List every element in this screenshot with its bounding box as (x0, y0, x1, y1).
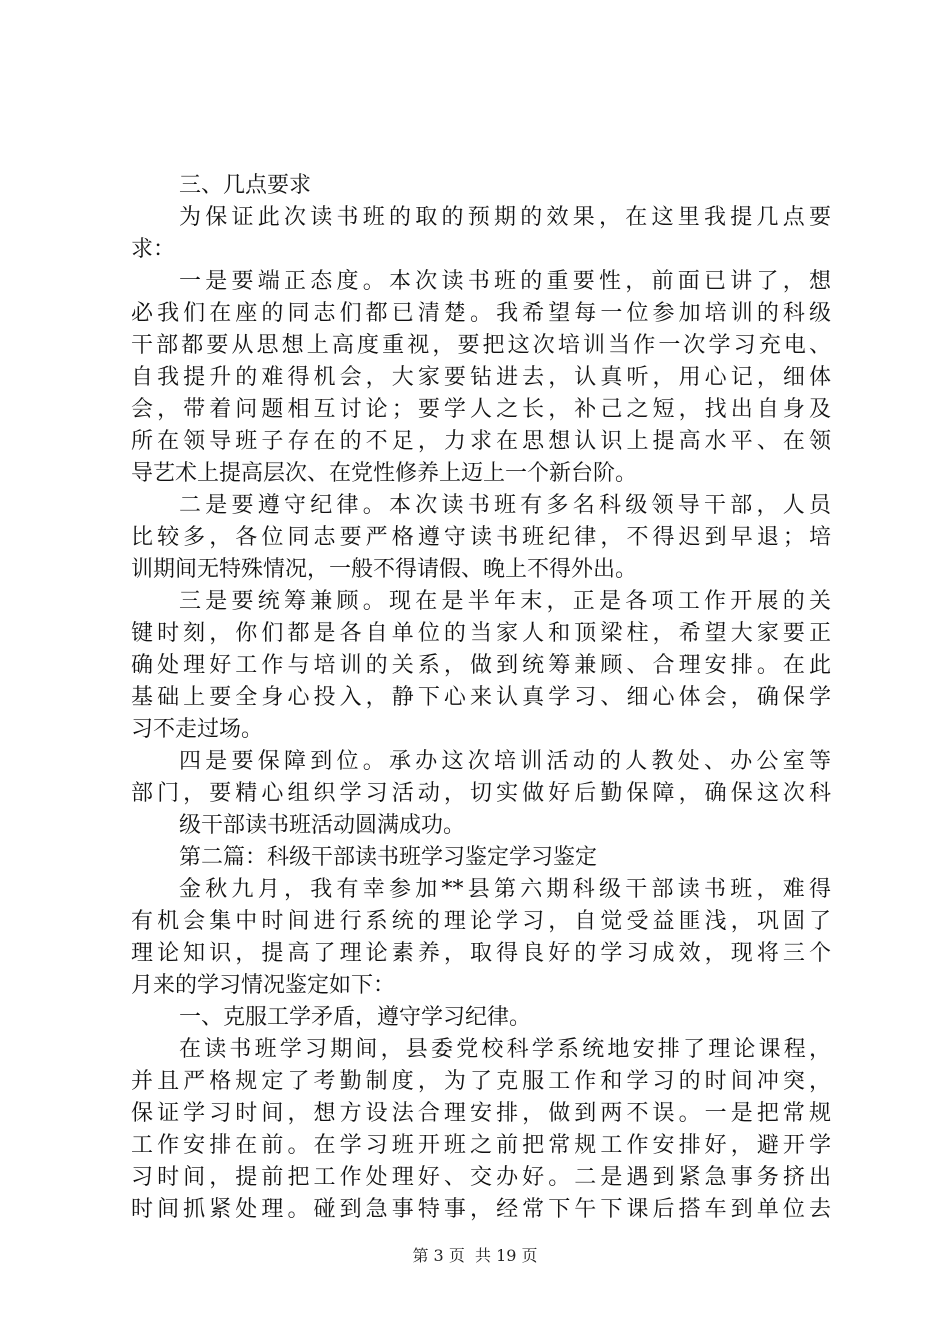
chapter-heading: 第二篇：科级干部读书班学习鉴定学习鉴定 (179, 845, 598, 870)
paragraph-line: 比较多，各位同志要严格遵守读书班纪律，不得迟到早退；培 (131, 525, 831, 550)
paragraph-line: 三是要统筹兼顾。现在是半年末，正是各项工作开展的关 (179, 589, 831, 614)
paragraph-line: 月来的学习情况鉴定如下： (131, 973, 396, 998)
paragraph-line: 级干部读书班活动圆满成功。 (179, 813, 466, 838)
paragraph-line: 基础上要全身心投入，静下心来认真学习、细心体会，确保学 (131, 685, 831, 710)
paragraph-line: 会，带着问题相互讨论；要学人之长，补己之短，找出自身及 (131, 397, 831, 422)
paragraph-line: 在读书班学习期间，县委党校科学系统地安排了理论课程， (179, 1037, 831, 1062)
section-heading: 三、几点要求 (179, 173, 312, 198)
paragraph-line: 求： (131, 237, 176, 262)
paragraph-line: 部门，要精心组织学习活动，切实做好后勤保障，确保这次科 (131, 781, 831, 806)
paragraph-line: 理论知识，提高了理论素养，取得良好的学习成效，现将三个 (131, 941, 831, 966)
paragraph-line: 键时刻，你们都是各自单位的当家人和顶梁柱，希望大家要正 (131, 621, 831, 646)
paragraph-line: 训期间无特殊情况，一般不得请假、晚上不得外出。 (131, 557, 638, 582)
paragraph-line: 必我们在座的同志们都已清楚。我希望每一位参加培训的科级 (131, 301, 831, 326)
paragraph-line: 所在领导班子存在的不足，力求在思想认识上提高水平、在领 (131, 429, 831, 454)
paragraph-line: 干部都要从思想上高度重视，要把这次培训当作一次学习充电、 (131, 333, 831, 358)
paragraph-line: 习不走过场。 (131, 717, 264, 742)
paragraph-line: 工作安排在前。在学习班开班之前把常规工作安排好，避开学 (131, 1133, 831, 1158)
paragraph-line: 为保证此次读书班的取的预期的效果，在这里我提几点要 (179, 205, 831, 230)
page-number-footer: 第 3 页 共 19 页 (412, 1246, 538, 1265)
section-heading: 一、克服工学矛盾，遵守学习纪律。 (179, 1005, 532, 1030)
paragraph-line: 保证学习时间，想方设法合理安排，做到两不误。一是把常规 (131, 1101, 831, 1126)
paragraph-line: 金秋九月，我有幸参加**县第六期科级干部读书班，难得 (179, 877, 831, 902)
paragraph-line: 自我提升的难得机会，大家要钻进去，认真听，用心记，细体 (131, 365, 831, 390)
paragraph-line: 时间抓紧处理。碰到急事特事，经常下午下课后搭车到单位去 (131, 1197, 831, 1222)
paragraph-line: 习时间，提前把工作处理好、交办好。二是遇到紧急事务挤出 (131, 1165, 831, 1190)
paragraph-line: 确处理好工作与培训的关系，做到统筹兼顾、合理安排。在此 (131, 653, 831, 678)
paragraph-line: 有机会集中时间进行系统的理论学习，自觉受益匪浅，巩固了 (131, 909, 831, 934)
paragraph-line: 二是要遵守纪律。本次读书班有多名科级领导干部，人员 (179, 493, 831, 518)
paragraph-line: 四是要保障到位。承办这次培训活动的人教处、办公室等 (179, 749, 831, 774)
paragraph-line: 导艺术上提高层次、在党性修养上迈上一个新台阶。 (131, 461, 638, 486)
paragraph-line: 并且严格规定了考勤制度，为了克服工作和学习的时间冲突， (131, 1069, 831, 1094)
paragraph-line: 一是要端正态度。本次读书班的重要性，前面已讲了，想 (179, 269, 831, 294)
document-body (131, 170, 831, 1226)
